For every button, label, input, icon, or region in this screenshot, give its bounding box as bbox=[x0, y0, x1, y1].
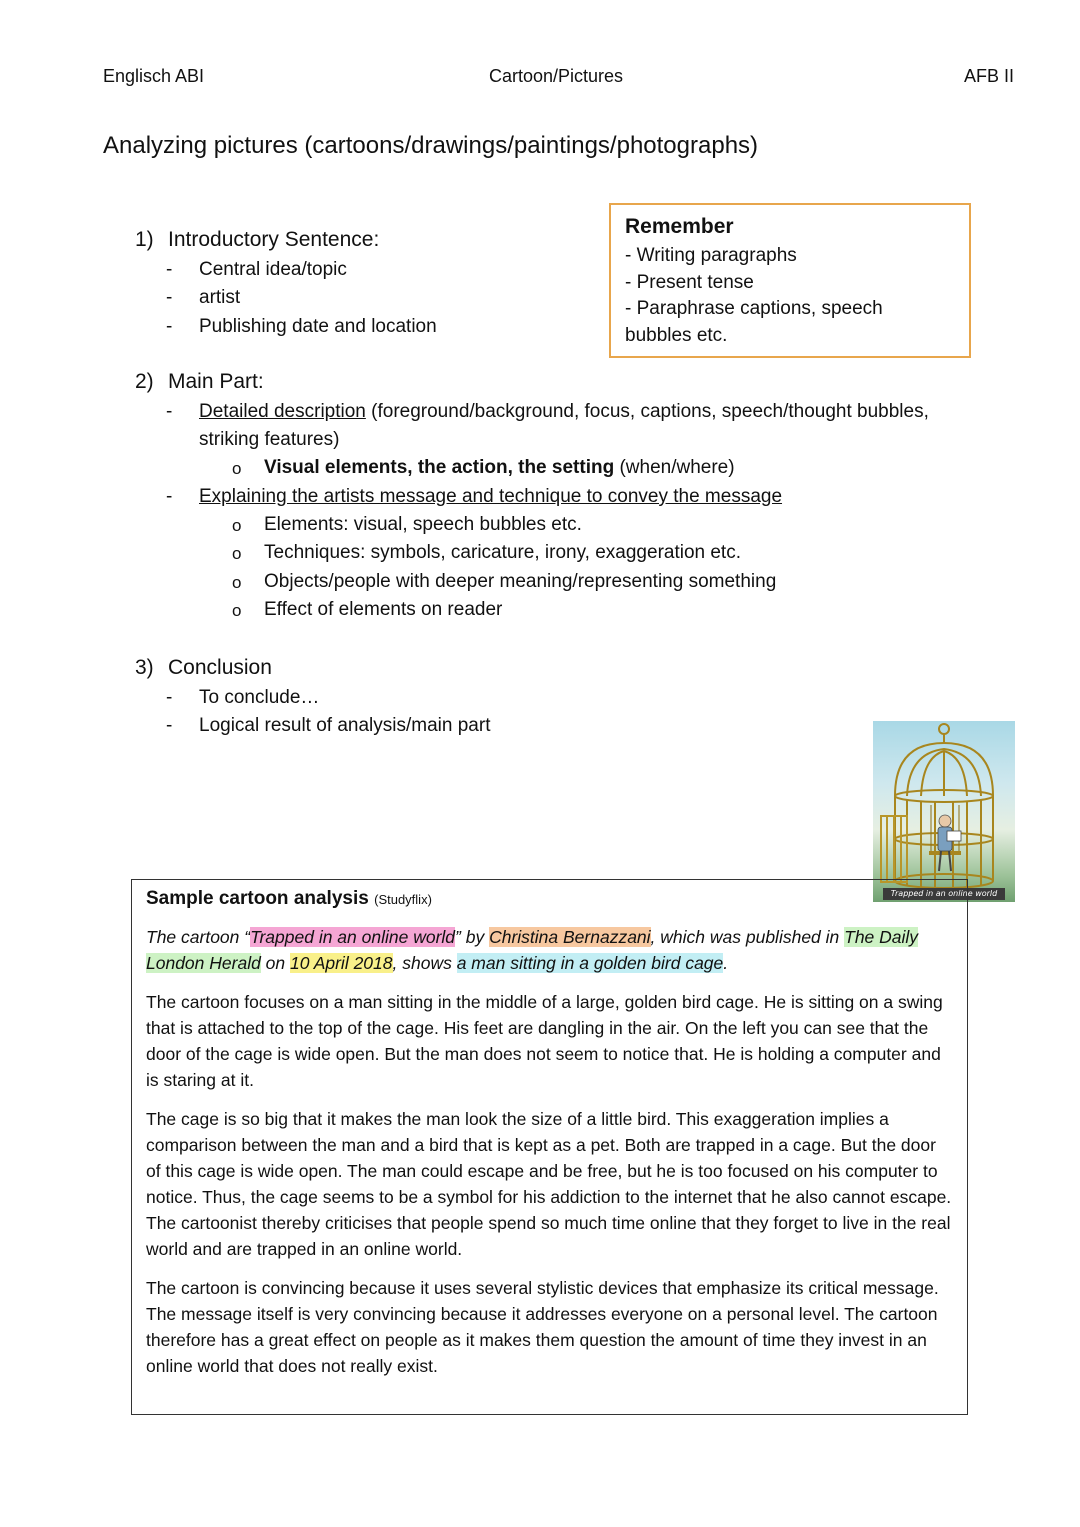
highlight-topic: a man sitting in a golden bird cage bbox=[456, 953, 724, 973]
sample-intro-paragraph bbox=[146, 924, 953, 976]
detailed-description-text: (foreground/background, focus, captions, speech/thought bubbles, bbox=[365, 401, 929, 422]
section-2-sub-item: Effect of elements on reader bbox=[264, 599, 503, 620]
header-center: Cartoon/Pictures bbox=[489, 66, 624, 86]
remember-title: Remember bbox=[625, 215, 734, 238]
visual-elements-line bbox=[264, 457, 735, 479]
circle-bullet: o bbox=[232, 516, 242, 535]
section-1-heading bbox=[135, 228, 379, 252]
highlight-cartoon-title: Trapped in an online world bbox=[250, 927, 456, 947]
detailed-description-line bbox=[199, 401, 929, 423]
circle-bullet: o bbox=[232, 573, 242, 592]
sample-title bbox=[146, 888, 953, 910]
section-2-number: 2) bbox=[135, 370, 154, 393]
dash-bullet: - bbox=[166, 259, 173, 280]
intro-text: on bbox=[260, 953, 291, 973]
dash-bullet: - bbox=[166, 401, 173, 422]
intro-text: ” by bbox=[455, 927, 490, 947]
sample-paragraph: The cage is so big that it makes the man look the size of a little bird. This exaggeration implies a comparison between the man and a bird that is kept as a pet. Both are trapped in a cage. But the door of this cage is wide open. The man could escape and be free, but he is too focused on his computer to notice. Thus, the cage seems to be a symbol for his addiction to the internet that he also cannot escape. The cartoonist thereby criticises that people spend so much time online that they forget to live in the real world and are trapped in an online world. bbox=[146, 1109, 952, 1259]
highlight-publication: The Daily London Herald bbox=[146, 927, 919, 973]
section-1-item: Central idea/topic bbox=[199, 259, 347, 280]
visual-elements-text: (when/where) bbox=[614, 457, 735, 478]
explaining-line: Explaining the artists message and technique to convey the message bbox=[199, 486, 783, 507]
visual-elements-label: Visual elements, the action, the setting bbox=[264, 457, 615, 478]
section-3-heading bbox=[135, 656, 272, 680]
highlight-date: 10 April 2018 bbox=[290, 953, 393, 973]
section-2-heading bbox=[135, 370, 264, 394]
section-3-title: Conclusion bbox=[168, 656, 272, 679]
circle-bullet: o bbox=[232, 544, 242, 563]
remember-item: bubbles etc. bbox=[625, 324, 728, 346]
header-left: Englisch ABI bbox=[103, 66, 205, 86]
section-2-sub-item: Objects/people with deeper meaning/representing something bbox=[264, 571, 777, 592]
page-title: Analyzing pictures (cartoons/drawings/paintings/photographs) bbox=[103, 132, 759, 159]
bird-cage-illustration bbox=[873, 721, 1015, 902]
intro-text: , shows bbox=[392, 953, 457, 973]
sample-paragraph: The cartoon is convincing because it uses several stylistic devices that emphasize its critical message. The message itself is very convincing because it addresses everyone on a personal level. The cartoon therefore has a great effect on people as it makes them question the amount of time they invest in an online world that does not really exist. bbox=[146, 1278, 939, 1376]
circle-bullet: o bbox=[232, 601, 242, 620]
sample-source: (Studyflix) bbox=[374, 892, 432, 907]
detailed-description-line-2: striking features) bbox=[199, 429, 340, 450]
section-1-number: 1) bbox=[135, 228, 154, 251]
section-2-sub-item: Elements: visual, speech bubbles etc. bbox=[264, 514, 582, 535]
sample-title-text: Sample cartoon analysis bbox=[146, 888, 369, 909]
detailed-description-label: Detailed description bbox=[199, 401, 366, 422]
section-1-item: Publishing date and location bbox=[199, 316, 437, 337]
dash-bullet: - bbox=[166, 715, 173, 736]
section-3-item: Logical result of analysis/main part bbox=[199, 715, 491, 736]
dash-bullet: - bbox=[166, 287, 173, 308]
remember-item: - Paraphrase captions, speech bbox=[625, 298, 883, 319]
intro-text: . bbox=[723, 953, 729, 973]
dash-bullet: - bbox=[166, 687, 173, 708]
section-1-title: Introductory Sentence: bbox=[168, 228, 380, 251]
remember-item: - Writing paragraphs bbox=[625, 245, 797, 266]
section-3-number: 3) bbox=[135, 656, 154, 679]
intro-text: , which was published in bbox=[650, 927, 845, 947]
cartoon-image bbox=[873, 721, 1015, 902]
dash-bullet: - bbox=[166, 486, 173, 507]
intro-text: The cartoon “ bbox=[146, 927, 251, 947]
sample-analysis-box bbox=[131, 879, 968, 1415]
section-2-title: Main Part: bbox=[168, 370, 264, 393]
section-1-item: artist bbox=[199, 287, 241, 308]
dash-bullet: - bbox=[166, 316, 173, 337]
highlight-artist: Christina Bernazzani bbox=[489, 927, 651, 947]
header-right: AFB II bbox=[963, 66, 1014, 86]
sample-paragraph: The cartoon focuses on a man sitting in the middle of a large, golden bird cage. He is sitting on a swing that is attached to the top of the cage. His feet are dangling in the air. On the left you can see that the door of the cage is wide open. But the man does not seem to notice that. He is holding a computer and is staring at it. bbox=[146, 992, 943, 1090]
remember-item: - Present tense bbox=[625, 271, 754, 293]
section-2-sub-item: Techniques: symbols, caricature, irony, exaggeration etc. bbox=[264, 542, 741, 563]
section-3-item: To conclude… bbox=[199, 687, 320, 708]
circle-bullet: o bbox=[232, 459, 242, 478]
remember-box bbox=[609, 203, 971, 358]
cartoon-caption: Trapped in an online world bbox=[883, 888, 1005, 900]
